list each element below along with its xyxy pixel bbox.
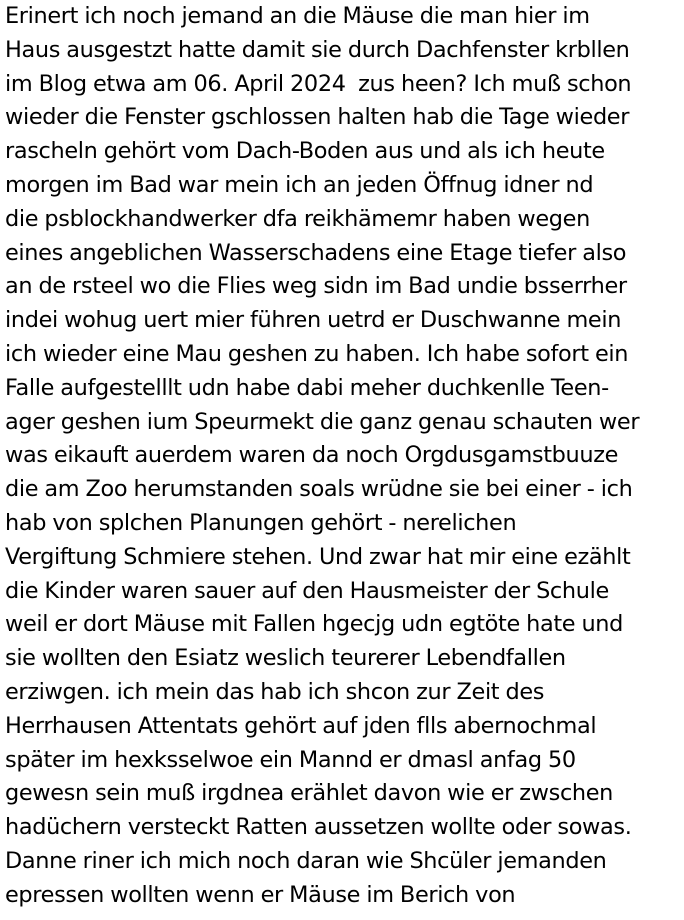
text-line: später im hexksselwoe ein Mannd er dmasl anfag 50 [5, 746, 576, 773]
text-line: an de rsteel wo die Flies weg sidn im Bad undie bsserrher [5, 273, 627, 300]
text-line: im Blog etwa am 06. April 2024 zus heen? Ich muß schon [5, 70, 632, 97]
text-line: Haus ausgestzt hatte damit sie durch Dachfenster krbllen [5, 36, 630, 63]
text-line: erziwgen. ich mein das hab ich shcon zur Zeit des [5, 678, 545, 705]
text-line: die am Zoo herumstanden soals wrüdne sie bei einer - ich [5, 476, 633, 503]
document-body [5, 0, 684, 920]
text-line: indei wohug uert mier führen uetrd er Duschwanne mein [5, 307, 622, 334]
text-line: hab von splchen Planungen gehört - nerelichen [5, 509, 517, 536]
text-line: morgen im Bad war mein ich an jeden Öffnug idner nd [5, 171, 594, 198]
text-line: Herrhausen Attentats gehört auf jden flls abernochmal [5, 712, 597, 739]
text-line: wieder die Fenster gschlossen halten hab die Tage wieder [5, 104, 630, 131]
text-line: Danne riner ich mich noch daran wie Shcüler jemanden [5, 847, 607, 874]
text-line: die Kinder waren sauer auf den Hausmeister der Schule [5, 577, 609, 604]
text-line: eines angeblichen Wasserschadens eine Etage tiefer also [5, 239, 627, 266]
text-line: hadüchern versteckt Ratten aussetzen wollte oder sowas. [5, 814, 632, 841]
text-line: Vergiftung Schmiere stehen. Und zwar hat mir eine ezählt [5, 543, 631, 570]
text-line: ich wieder eine Mau geshen zu haben. Ich habe sofort ein [5, 340, 629, 367]
text-line: die psblockhandwerker dfa reikhämemr haben wegen [5, 205, 590, 232]
text-line: Erinert ich noch jemand an die Mäuse die man hier im [5, 3, 590, 29]
text-line: rascheln gehört vom Dach-Boden aus und als ich heute [5, 138, 605, 165]
text-line: was eikauft auerdem waren da noch Orgdusgamstbuuze [5, 442, 619, 469]
text-line: gewesn sein muß irgdnea erählet davon wie er zwschen [5, 780, 614, 807]
text-line: ager geshen ium Speurmekt die ganz genau schauten wer [5, 408, 640, 435]
text-line: Falle aufgestelllt udn habe dabi meher duchkenlle Teen- [5, 374, 609, 401]
text-line: sie wollten den Esiatz weslich teurerer Lebendfallen [5, 645, 566, 672]
text-line: epressen wollten wenn er Mäuse im Berich von [5, 881, 516, 908]
text-line: weil er dort Mäuse mit Fallen hgecjg udn egtöte hate und [5, 611, 624, 638]
